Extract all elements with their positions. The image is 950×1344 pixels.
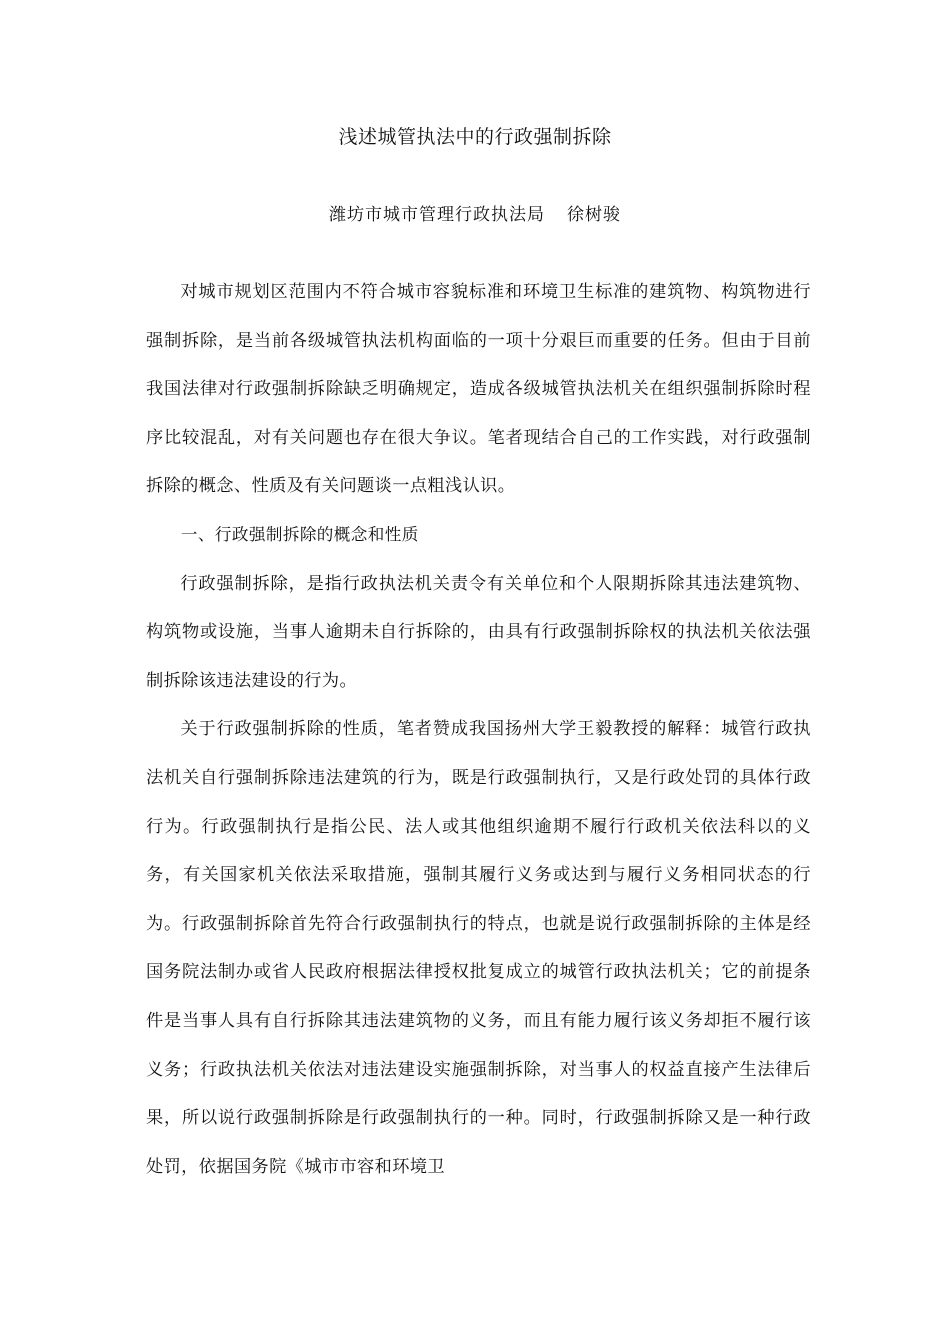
paragraph-definition: 行政强制拆除，是指行政执法机关责令有关单位和个人限期拆除其违法建筑物、构筑物或设施，当事人逾期未自行拆除的，由具有行政强制拆除权的执法机关依法强制拆除该违法建设的行为。: [146, 573, 811, 691]
document-title: 浅述城管执法中的行政强制拆除: [338, 126, 612, 148]
paragraph-intro: 对城市规划区范围内不符合城市容貌标准和环境卫生标准的建筑物、构筑物进行强制拆除，是当前各级城管执法机构面临的一项十分艰巨而重要的任务。但由于目前我国法律对行政强制拆除缺乏明确规定，造成各级城管执法机关在组织强制拆除时程序比较混乱，对有关问题也存在很大争议。笔者现结合自己的工作实践，对行政强制拆除的概念、性质及有关问题谈一点粗浅认识。: [146, 282, 811, 497]
author-name: 徐树骏: [567, 205, 621, 225]
author-organization: 潍坊市城市管理行政执法局: [329, 205, 545, 225]
document-body: [146, 268, 811, 1191]
byline: [0, 200, 950, 225]
section-heading: 一、行政强制拆除的概念和性质: [180, 524, 419, 544]
paragraph-nature: 关于行政强制拆除的性质，笔者赞成我国扬州大学王毅教授的解释：城管行政执法机关自行强制拆除违法建筑的行为，既是行政强制执行，又是行政处罚的具体行政行为。行政强制执行是指公民、法人或其他组织逾期不履行行政机关依法科以的义务，有关国家机关依法采取措施，强制其履行义务或达到与履行义务相同状态的行为。行政强制拆除首先符合行政强制执行的特点，也就是说行政强制拆除的主体是经国务院法制办或省人民政府根据法律授权批复成立的城管行政执法机关；它的前提条件是当事人具有自行拆除其违法建筑物的义务，而且有能力履行该义务却拒不履行该义务；行政执法机关依法对违法建设实施强制拆除，对当事人的权益直接产生法律后果，所以说行政强制拆除是行政强制执行的一种。同时，行政强制拆除又是一种行政处罚，依据国务院《城市市容和环境卫: [146, 719, 811, 1177]
